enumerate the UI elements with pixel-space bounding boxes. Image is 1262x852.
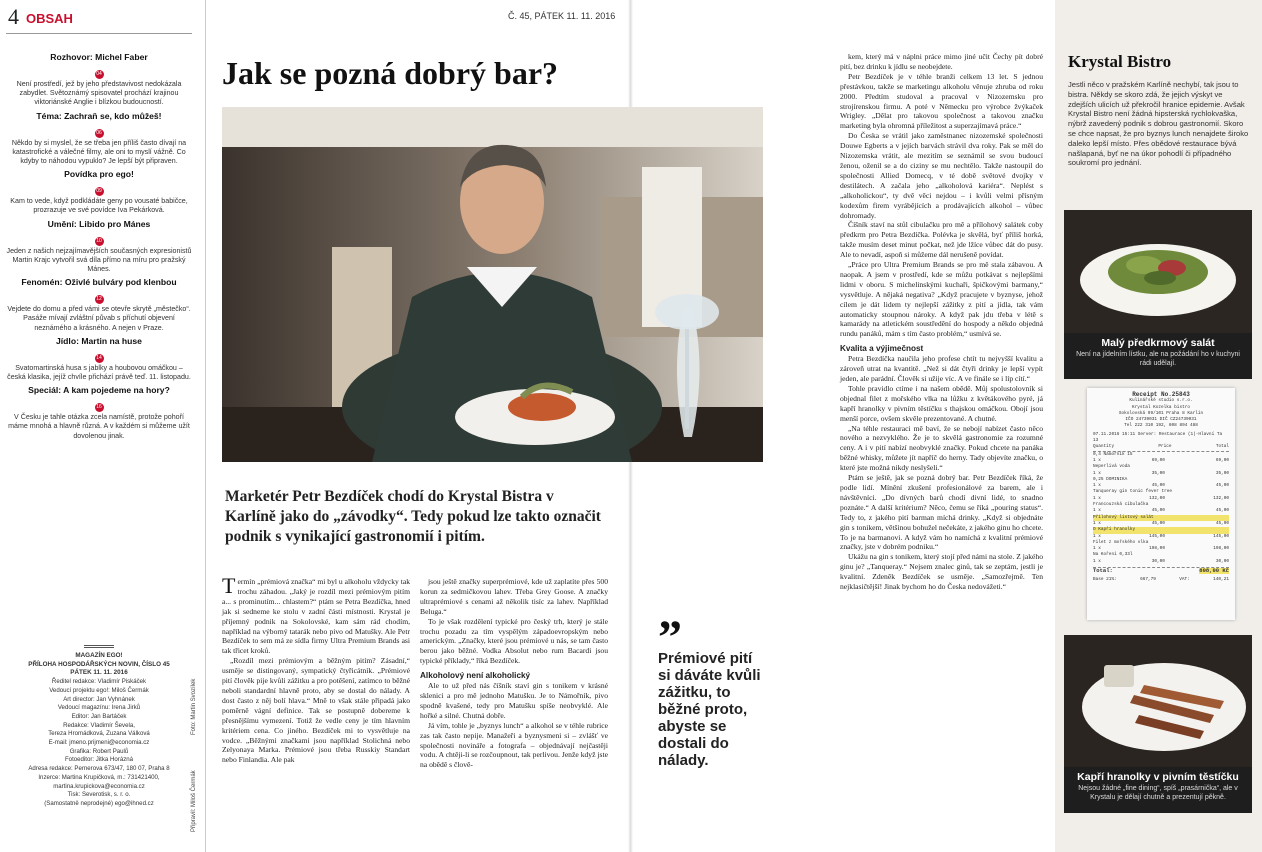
salad-caption [1064,333,1252,379]
receipt-cell: Přílohový listový salát [1093,514,1154,520]
toc-item-text: Svatomartinská husa s jablky a houbovou omáčkou – česká klasika, jejíž chvíle přichází právě teď. 11. listopadu. [7,363,191,382]
salad-photo [1064,210,1252,333]
toc-item-text: Kam to vede, když podkládáte geny po vousaté babičce, prozrazuje ve své povídce Iva Pekárková. [10,197,188,215]
left-header-rule [6,33,192,34]
impressum-line: Tereza Hromádková, Zuzana Válková [48,730,150,738]
receipt-cell: Francouzská cibulačka [1093,502,1149,508]
receipt-title: Receipt No.25843 [1132,391,1190,398]
toc-item [6,385,192,441]
impressum [6,645,192,809]
receipt-column-header: Total [1215,444,1229,450]
carp-caption [1064,767,1252,813]
left-page-number: 4 [8,4,19,29]
impressum-line: Tisk: Severotisk, s. r. o. [67,791,131,799]
receipt-total-label: Total: [1093,567,1113,575]
receipt-footer [1093,577,1229,583]
article-paragraph: Ale to už před nás číšník staví gin s tonikem v krásné sklenici a pro mě jednoho Matušku. Je to Námořník, pivo spodně kvašené, tedy pro Matušku spíše neobvyklé. Ale hořké a silné. Chutná dobře. [420,681,608,720]
impressum-line: (Samostatně neprodejné) ego@ihned.cz [44,799,154,807]
receipt-cell: 1 x [1093,546,1101,552]
toc-page-badge: 10 [96,237,102,244]
toc-page-badge: 16 [96,404,102,411]
receipt-cell: 35,00 [1215,470,1229,476]
toc-item [6,219,192,275]
receipt-cell: 45,00 [1215,483,1229,489]
receipt-cell: 198,00 [1149,546,1165,552]
receipt-cell: 30,00 [1151,558,1165,564]
receipt-cell: 1 x [1093,558,1101,564]
receipt-column-header: Quantity [1093,444,1115,450]
receipt-cell: 145,00 [1213,533,1229,539]
receipt-cell: 132,00 [1149,495,1165,501]
receipt-cell: 45,00 [1151,508,1165,514]
toc-item-text: Není prostředí, jež by jeho představivost nedokázala zabydlet. Světoznámý spisovatel prochází krajinou viktoriánské Anglie i blízkou budoucností. [16,80,182,107]
receipt-cell: 1 x [1093,495,1101,501]
receipt-header-line: Tel 222 310 192, 608 894 488 [1124,423,1198,429]
receipt [1087,388,1235,620]
impressum-subtitle: PŘÍLOHA HOSPODÁŘSKÝCH NOVIN, ČÍSLO 45 [28,660,170,668]
receipt-total-row [1093,567,1229,574]
impressum-date: PÁTEK 11. 11. 2016 [70,669,128,677]
receipt-footer-cell: Base 21%: [1093,577,1117,583]
impressum-line: Grafika: Robert Paulů [69,747,129,755]
salad-caption-title: Malý předkrmový salát [1101,337,1215,349]
toc-item-title: Povídka pro ego! [64,169,134,180]
toc-page-badge: 12 [96,296,102,303]
receipt-items [1093,452,1229,565]
carp-photo [1064,635,1252,767]
toc-item-title: Speciál: A kam pojedeme na hory? [28,385,170,396]
article-paragraph: Číšník staví na stůl cibulačku pro mě a přílohový salátek coby předkrm pro Petra Bezdíčka. Polévka je skvělá, byť příliš horká, takže musím deset minut počkat, než jde lžíce vůbec dát do pusy. Ale to nevadí, aspoň si můžeme dál nerušeně povídat. [840,220,1043,260]
toc-item [6,277,192,333]
receipt-cell: Filet z mořského vlka [1093,539,1149,545]
receipt-footer-cell: 140,21 [1213,577,1229,583]
carp-caption-title: Kapří hranolky v pivním těstíčku [1077,771,1239,783]
receipt-cell: Neperlivá voda [1093,464,1130,470]
impressum-line: E-mail: jmeno.prijmeni@economia.cz [48,739,150,747]
toc-page-badge: 06 [96,129,102,136]
toc-item [6,111,192,167]
quote-mark-icon: ” [658,611,682,664]
receipt-cell: 0,4 Námořník 15 [1093,451,1133,457]
receipt-header-line: IČO 24739031 DIČ CZ24739031 [1125,417,1197,423]
receipt-column-header: Price [1158,444,1172,450]
impressum-line: Editor: Jan Bartáček [71,712,127,720]
receipt-cell: 132,00 [1213,495,1229,501]
receipt-cell: 198,00 [1213,546,1229,552]
receipt-cell: 1 x [1093,483,1101,489]
toc-item-text: Někdo by si myslel, že se třeba jen příliš často dívají na katastrofické a válečné filmy, ale oni to myslí vážně. Co kdyby to náhodou vypuklo? Je lepší být připraven. [11,138,187,166]
impressum-ornament [84,645,114,648]
impressum-line: Redakce: Vladimír Ševela, [63,721,135,729]
receipt-cell: Na Kořeni 0,33l [1093,552,1133,558]
receipt-header-line: Krystal Kozelka bistro [1132,404,1190,410]
article-paragraph: „Rozdíl mezi prémiovým a běžným pitím? Zásadní,“ usměje se distingovaný, sympatický čtyřicátník. „Prémiové pití člověk pije kvůli zážitku a pro potěšení, zatímco to běžné neboli standardní hlavně proto, aby se dostal do nálady. A dost často z něj bolí hlava.“ Mně to však stále připadá jako poměrně vágní definice. Tak se postupně dobereme k přesnějšímu vymezení. Totiž že vedle ceny je tím hlavním kritériem cena. Co jiného. Bezdíček mi to vysvětluje na vodce. „Běžnými značkami jsou například Stolichná nebo Zelyonaya Marka. Prémiové jsou třeba Russkiy Standart nebo Finlandia. Ale pak [222,656,410,765]
toc-page-badge: 04 [96,71,102,77]
article-paragraph: Ptám se ještě, jak se pozná dobrý bar. Petr Bezdíček říká, že podle lidí. Mínění zkušení profesionálové za barem, ale i návštěvníci. „Do dívných barů chodí divní lidé, to snadno poznáte.“ A další kritérium? Něco, čemu se říká „pouring status“. Tedy to, z jakého pití barman míchá drinky. „Když si objednáte gin s tonikem, většinou bohužel nečekáte, z jakého ginu ho chcete. To je na barmanovi. A když vám ho namíchá z kvalitní prémiové značky, jste v dobrém podniku.“ [840,473,1043,552]
receipt-cell: 69,00 [1151,457,1165,463]
article-subhead: Alkoholový není alkoholický [420,671,531,681]
article-paragraph: Já vím, tohle je „byznys lunch“ a alkohol se v téhle rubrice zas tak často nepije. Manažeři a byznysmeni si – zvlášť ve společnosti novináře a fotografa – objednávají nejčastěji vodu. A chtěji-li se rozčoupnout, tak perlivou. Jenže když jste na obědě s člově- [420,720,608,770]
receipt-cell: 45,00 [1215,508,1229,514]
table-of-contents [6,52,192,444]
receipt-header [1093,398,1229,429]
receipt-cell: 45,00 [1215,520,1229,526]
article-paragraph: Tohle pravidlo ctíme i na našem obědě. Můj spolustolovník si objednal filet z mořského vlka na lůžku z květákového pyré, já kapří hranolky v pivním těstíčku s thajskou omáčkou. Obojí jsou menší porce, ovšem skvěle prezentované. A chutné. [840,383,1043,423]
receipt-cell: 1 x [1093,520,1101,526]
toc-item-title: Rozhovor: Michel Faber [50,52,148,62]
impressum-line: Vedoucí magazínu: Irena Jirků [57,704,141,712]
toc-item-title: Téma: Zachraň se, kdo můžeš! [36,110,162,121]
carp-caption-text: Nejsou žádné „fine dining“, spíš „prasárnička“, ale v Krystalu je dělají chutně a prezentují pěkně. [1078,785,1238,801]
sidebar-text: Jestli něco v pražském Karlíně nechybí, tak jsou to bistra. Někdy se skoro zdá, že jejich výskyt ve zdejších ulicích už překročil hranice epidemie. Avšak Krystal Bistro není žádná hipsterská rychlokvaška, nýbrž zavedený podnik s dobrou gastronomií. Skoro se chce napsat, že pro byznys lunch nenajdete široko daleko lepší místo. Přes obědové restaurace bývá našlapaná, byť ne na úkor pohodlí či případného soukromí pro jednání. [1068,80,1249,168]
article-paragraph: Do Česka se vrátil jako zaměstnanec nizozemské společnosti Douwe Egberts a v jejích barvách strávil dva roky. Pak se měl do Nizozemska vrátit, ale mezitím se seznámil se svou budoucí ženou, oženil se a do ciziny se mu nechtělo. Takže nastoupil do společnosti Allied Domecq, v té době světové dvojky v destilátech. A začala jeho „alkoholová kariéra“. Neplést s „alkoholickou“, ty dvě věci nejdou – i kvůli velmi přísným kodexům firem vyrábějících a prodávajících alkohol – vůbec dohromady. [840,131,1043,220]
impressum-line: martina.krupickova@economia.cz [53,782,145,790]
impressum-title: MAGAZÍN EGO! [75,652,123,659]
issue-date: Č. 45, PÁTEK 11. 11. 2016 [508,11,616,21]
toc-item [6,336,192,382]
article-column-1 [222,573,410,765]
toc-item [6,169,192,215]
salad-illustration [1064,210,1252,333]
drop-cap: T [222,573,236,598]
impressum-lines [6,678,192,809]
article-column-3 [840,52,1043,592]
article-subhead: Kvalita a výjimečnost [840,344,924,354]
photo-credit: Foto: Martin Svozílek [191,678,197,735]
article-paragraph: „Práce pro Ultra Premium Brands se pro mě stala zábavou. A naopak. A jsem v prostředí, kde se můžu potkávat s nejlepšími lidmi v oboru. S michelinskými kuchaři, špičkovými barmany,“ vysvětluje. A nějaká negativa? „Když pracujete v byznyse, jehož cílem je dát lidem ty nejlepší zážitky z pití a jídla, tak vám automaticky stoupnou nároky. A když pak jdu třeba v létě s kamarády na atletickém soustředění do hospody a někdo objedná rundu panáků, mám s tím často problém,“ usmívá se. [840,260,1043,339]
portrait-illustration [222,107,763,462]
receipt-header-line: Sokolovská 99/101 Praha 8 Karlín [1118,410,1204,416]
left-section-label: OBSAH [26,11,73,26]
article-paragraph: Petra Bezdíčka naučila jeho profese chtít tu nejvyšší kvalitu a zároveň utrat na kvantitě. „Než si dát čtyři drinky je lepší vypít jeden, ale parádní. Člověk si užije víc. A ve finále se i líp cítí.“ [840,354,1043,383]
sidebar-title: Krystal Bistro [1068,52,1172,71]
receipt-row [1093,559,1229,565]
receipt-footer-cell: VAT: [1179,577,1190,583]
receipt-cell: Tanqueray gin tonic fever tree [1093,489,1173,495]
article-paragraph: Ukážu na gin s tonikem, který stojí před námi na stole. Z jakého ginu je? „Tanqueray.“ Nejsem znalec ginů, tak se zeptám, jestli je kvalitní. Zdeněk Bezdíček se usměje. „Samozřejmě. Ten nejklasičtější! Jinak bychom ho do Česka nedovážeti.“ [840,552,1043,592]
receipt-cell: O Kapří hranolky [1093,527,1136,533]
article-paragraph: jsou ještě značky superprémiové, kde už zaplatíte přes 500 korun za sedmičkovou lahev. Třeba Grey Goose. A značky ultraprémiové s cenami až několik tisíc za lahev. Například Beluga.“ [420,577,608,616]
article-column-2 [420,577,608,770]
toc-item-text: V Česku je tahle otázka zcela namístě, protože pohoří máme mnohá a hlavně různá. A v každém si můžeme užít dovolenou jinak. [8,413,190,440]
article-lead: Marketér Petr Bezdíček chodí do Krystal Bistra v Karlíně jako do „závodky“. Tedy pokud lze takto označit podnik s vynikající gastronomií i pitím. [225,488,601,545]
impressum-line: Ředitel redakce: Vladimír Piskáček [51,678,147,686]
article-paragraph: kem, který má v náplni práce mimo jiné učit Čechy pít dobré pití, bez drinku k jídlu se neobejdete. [840,52,1043,71]
article-headline: Jak se pozná dobrý bar? [222,55,559,91]
receipt-cell: 69,00 [1215,457,1229,463]
receipt-cell: 0,25 DOMINIKA [1093,476,1128,482]
receipt-header-line: Kulinářské studio s.r.o. [1129,398,1193,404]
carp-fries-illustration [1064,635,1252,767]
receipt-cell: 1 x [1093,470,1101,476]
receipt-cell: 145,00 [1149,533,1165,539]
receipt-cell: 1 x [1093,457,1101,463]
toc-item-title: Jídlo: Martin na huse [56,335,142,346]
toc-item-text: Jeden z našich nejzajímavějších současných expresionistů Martin Krajc vytvořil svá díla přímo na míru pro pražský Mánes. [6,246,192,274]
receipt-cell: 45,00 [1151,520,1165,526]
article-paragraph: Petr Bezdíček je v téhle branži celkem 13 let. S jednou přestávkou, takže se marketingu alkoholu věnuje zhruba od roku 2000. Předtím studoval a pracoval v Nizozemsku pro strojírenskou firmu. A poté v Německu pro výrobce žvýkaček Wrigley. „Dělat pro takovou společnost a takovou značku marketing byla ohromná příležitost a superzajímavá práce.“ [840,71,1043,131]
toc-item-title: Umění: Libido pro Mánes [47,218,151,229]
impressum-line: Fotoeditor: Jitka Horázná [64,756,134,764]
receipt-cell: 45,00 [1151,483,1165,489]
prepared-credit: Připravil: Miloš Čermák [191,770,197,832]
receipt-cell: 35,00 [1151,470,1165,476]
article-paragraph: To je však rozdělení typické pro český trh, který je stále trochu pozadu za tím vyspělým západoevropským nebo americkým. „Značky, které jsou prémiové u nás, se tam často berou jako běžné. Vodka Absolut nebo rum Bacardi jsou typické příklady,“ říká Bezdíček. [420,616,608,666]
pull-quote: Prémiové pití si dáváte kvůli zážitku, to běžné proto, abyste se dostali do nálady. [658,650,761,769]
impressum-line: Inzerce: Martina Krupičková, m.: 731421400, [38,773,160,781]
column-divider [205,0,206,852]
receipt-meta: 07.11.2016 15:11 Server: Restaurace (1)-Hlavní Ta 13 [1093,431,1223,444]
impressum-line: Art director: Jan Vyhnánek [63,695,135,703]
toc-page-badge: 14 [96,354,102,361]
impressum-line: Vedoucí projektu ego!: Miloš Čermák [49,686,149,694]
main-photo [222,107,763,462]
impressum-line: Adresa redakce: Pernerova 673/47, 180 07, Praha 8 [28,765,170,773]
toc-page-badge: 09 [96,188,102,195]
toc-item-text: Vejdete do domu a před vámi se otevře skrytě „městečko“. Pasáže mívají zvláštní půvab s příchutí objevení neznámého a krásného. A nejen v Praze. [7,305,191,332]
receipt-cell: 1 x [1093,508,1101,514]
toc-item [6,52,192,108]
receipt-footer-cell: 667,79 [1140,577,1156,583]
article-paragraph: Termín „prémiová značka“ mi byl u alkoholu vždycky tak trochu záhadou. „Jaký je rozdíl mezi prémiovým pitím a... s prominutím... chlastem?“ ptám se Petra Bezdíčka, hned jak si sedneme ke stolu v zadní části místnosti. Krystal je příjemný podnik na Sokolovské, kam sám rád chodím, například na výborný tatarák nebo pivo od Matušky. Ale Petr Bezdíček to sem má ze sídla firmy Ultra Premium Brands asi tak třicet kroků. [222,573,410,656]
toc-item-title: Fenomén: Oživlé bulváry pod klenbou [21,277,177,288]
receipt-cell: 1 x [1093,533,1101,539]
salad-caption-text: Není na jídelním lístku, ale na požádání ho v kuchyni rádi udělají. [1076,351,1240,367]
article-paragraph: „Na téhle restauraci mě baví, že se nebojí nabízet často něco nového a nezvyklého. Že je to skvělá gastronomie za rozumné ceny. A i v pití nabízí neobvyklé značky. Pokud chcete na panáka běžné whisky, můžete jít napříč do herny. Tady objevíte značku, o které jste možná nikdy neslyšeli.“ [840,423,1043,473]
receipt-total: 808,00 Kč [1199,567,1229,575]
receipt-cell: 30,00 [1215,558,1229,564]
receipt-columns [1093,444,1229,451]
